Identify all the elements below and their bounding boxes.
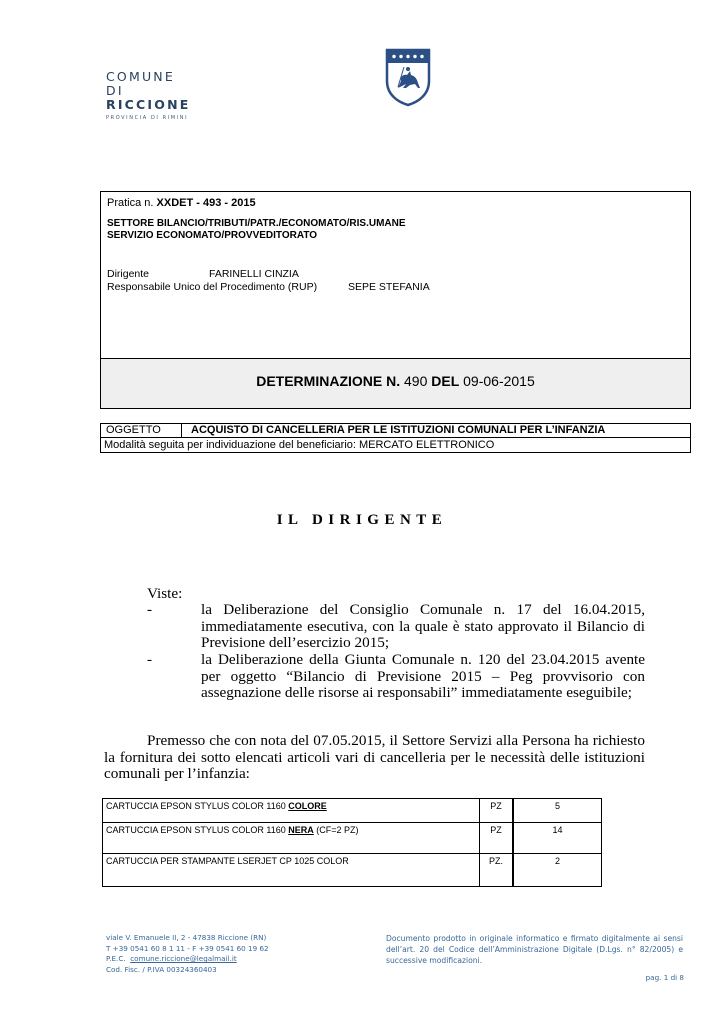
section-title: IL DIRIGENTE (276, 512, 448, 528)
dirigente-name: FARINELLI CINZIA (209, 268, 299, 280)
determination-band (101, 358, 690, 408)
practice-number (107, 197, 256, 210)
footer-legal-note: Documento prodotto in originale informatico e firmato digitalmente ai sensi dell’art. 20 del Codice dell’Amministrazione Digitale (D.Lgs. n° 82/2005) e successive modificazioni. (386, 934, 683, 965)
rup-label: Responsabile Unico del Procedimento (RUP) (107, 281, 318, 293)
page-number: pag. 1 di 8 (645, 973, 684, 982)
table-row (103, 799, 602, 823)
item-description: CARTUCCIA PER STAMPANTE LSERJET CP 1025 COLOR (103, 854, 480, 887)
list-dash: - (147, 651, 153, 668)
premesso-paragraph: Premesso che con nota del 07.05.2015, il Settore Servizi alla Persona ha richiesto la fornitura dei sotto elencati articoli vari di cancelleria per le necessità delle istituzioni comunali per l’infanzia: (104, 732, 645, 782)
dirigente-label: Dirigente (107, 268, 150, 280)
footer-address: viale V. Emanuele II, 2 - 47838 Riccione (RN) (106, 933, 267, 942)
comune-crest-icon (384, 47, 432, 107)
item-quantity: 14 (513, 823, 602, 854)
table-row (103, 854, 602, 887)
item-quantity: 2 (513, 854, 602, 887)
list-item: la Deliberazione del Consiglio Comunale n. 17 del 16.04.2015, immediatamente esecutiva, con la quale è stato approvato il Bilancio di Previsione dell’esercizio 2015; (201, 601, 645, 651)
item-description: CARTUCCIA EPSON STYLUS COLOR 1160 COLORE (103, 799, 480, 823)
sector-line-1: SETTORE BILANCIO/TRIBUTI/PATR./ECONOMATO/RIS.UMANE (107, 218, 406, 229)
items-table (102, 798, 602, 887)
determination-number: 490 (404, 373, 428, 389)
item-unit: PZ (480, 823, 514, 854)
practice-label: Pratica n. (107, 197, 154, 209)
logo-line-1: COMUNE DI (106, 69, 175, 98)
determination-title (101, 373, 690, 389)
footer-phone: T +39 0541 60 8 1 11 - F +39 0541 60 19 62 (106, 943, 269, 953)
subject-label: OGGETTO (106, 424, 161, 436)
sector-line-2: SERVIZIO ECONOMATO/PROVVEDITORATO (107, 229, 318, 241)
item-description: CARTUCCIA EPSON STYLUS COLOR 1160 NERA (CF=2 PZ) (103, 823, 480, 854)
item-unit: PZ. (480, 854, 514, 887)
beneficiary-modality: Modalità seguita per individuazione del beneficiario: MERCATO ELETTRONICO (104, 439, 495, 451)
pec-email-link[interactable]: comune.riccione@legalmail.it (130, 954, 237, 963)
list-dash: - (147, 601, 153, 618)
logo-line-3: PROVINCIA DI RIMINI (106, 115, 189, 121)
determination-prefix: DETERMINAZIONE N. (256, 373, 401, 389)
footer-contacts (106, 933, 269, 975)
determination-del: DEL (431, 373, 460, 389)
subject-text: ACQUISTO DI CANCELLERIA PER LE ISTITUZIONI COMUNALI PER L’INFANZIA (191, 424, 606, 436)
table-row (103, 823, 602, 854)
practice-header-box (100, 191, 691, 409)
rup-name: SEPE STEFANIA (348, 281, 430, 293)
logo-line-2: RICCIONE (106, 97, 191, 112)
subject-table (100, 423, 691, 453)
footer-fiscal: Cod. Fisc. / P.IVA 00324360403 (106, 964, 217, 974)
sector (107, 218, 406, 241)
item-unit: PZ (480, 799, 514, 823)
municipality-logo (106, 70, 196, 123)
viste-label: Viste: (147, 585, 183, 602)
determination-date: 09-06-2015 (463, 373, 535, 389)
practice-code: XXDET - 493 - 2015 (156, 197, 256, 209)
footer-pec: P.E.C. comune.riccione@legalmail.it (106, 954, 237, 963)
list-item: la Deliberazione della Giunta Comunale n. 120 del 23.04.2015 avente per oggetto “Bilancio di Previsione 2015 – Peg provvisorio con assegnazione delle risorse ai responsabili” immediatamente eseguibile; (201, 651, 645, 701)
item-quantity: 5 (513, 799, 602, 823)
